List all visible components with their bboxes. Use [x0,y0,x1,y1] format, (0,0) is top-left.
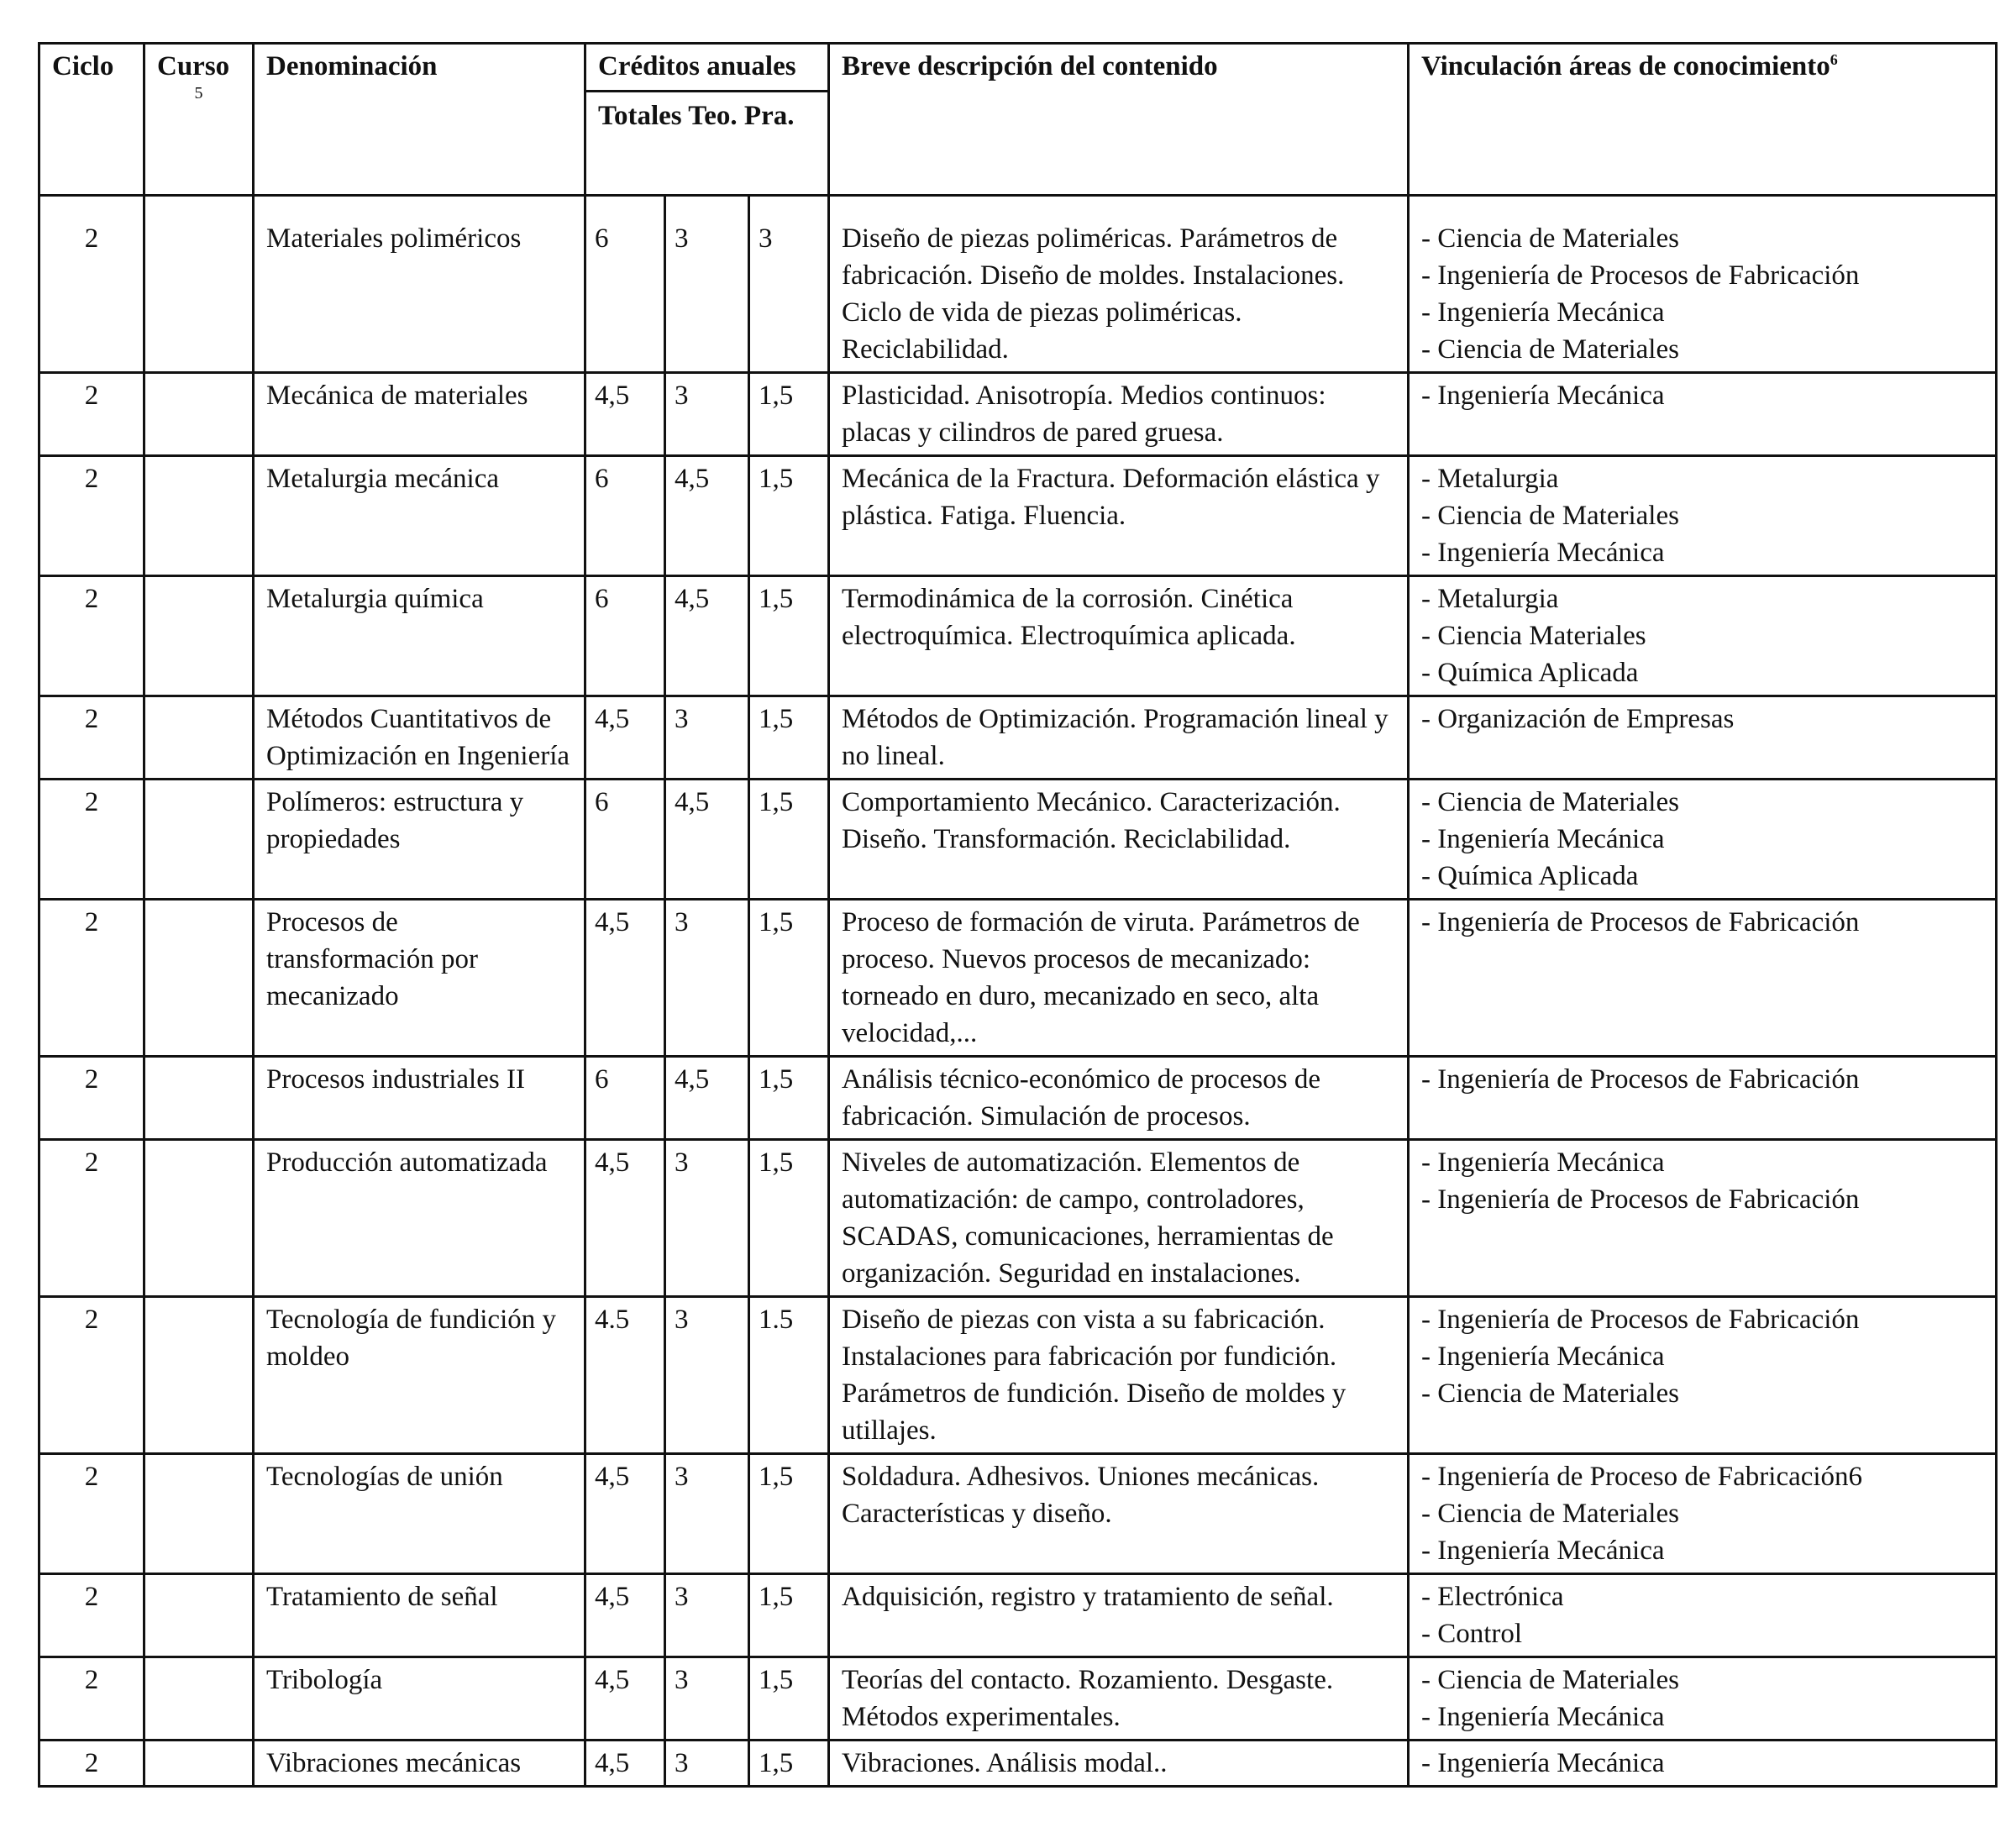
area-item: - Ingeniería Mecánica [1421,381,1665,411]
curso-cell [144,1574,254,1657]
ciclo-cell: 2 [39,1454,144,1574]
curso-cell [144,456,254,576]
creditos-pra-cell: 1,5 [749,1454,829,1574]
creditos-teo-cell: 3 [665,1741,749,1787]
vinculacion-footnote: 6 [1830,51,1838,68]
table-row [39,780,1997,900]
denominacion-cell: Materiales poliméricos [254,196,585,373]
table-row [39,456,1997,576]
table-row [39,1574,1997,1657]
descripcion-cell: Métodos de Optimización. Programación lineal y no lineal. [829,696,1409,780]
curso-cell [144,1297,254,1454]
creditos-totales-cell: 6 [585,1057,665,1140]
creditos-pra-cell: 1,5 [749,900,829,1057]
descripcion-cell: Diseño de piezas poliméricas. Parámetros de fabricación. Diseño de moldes. Instalaciones. Ciclo de vida de piezas poliméricas. Reciclabilidad. [829,196,1409,373]
header-descripcion: Breve descripción del contenido [829,44,1409,196]
vinculacion-cell [1409,900,1997,1057]
curso-cell [144,196,254,373]
area-item: - Ingeniería Mecánica [1421,1342,1665,1372]
curso-cell [144,1657,254,1741]
denominacion-cell: Tecnologías de unión [254,1454,585,1574]
creditos-pra-cell: 1,5 [749,456,829,576]
area-item: - Química Aplicada [1421,861,1639,891]
area-item: - Control [1421,1619,1523,1649]
ciclo-cell: 2 [39,780,144,900]
table-row [39,196,1997,373]
creditos-totales-cell: 4,5 [585,1454,665,1574]
descripcion-cell: Teorías del contacto. Rozamiento. Desgaste. Métodos experimentales. [829,1657,1409,1741]
header-creditos [585,44,829,196]
area-item: - Ingeniería de Procesos de Fabricación [1421,1184,1860,1215]
denominacion-cell: Procesos industriales II [254,1057,585,1140]
curso-cell [144,1454,254,1574]
ciclo-cell: 2 [39,196,144,373]
area-item: - Ingeniería de Procesos de Fabricación [1421,1064,1860,1095]
creditos-totales-cell: 4,5 [585,373,665,456]
creditos-pra-cell: 1.5 [749,1297,829,1454]
area-item: - Química Aplicada [1421,658,1639,688]
descripcion-cell: Plasticidad. Anisotropía. Medios continuos: placas y cilindros de pared gruesa. [829,373,1409,456]
creditos-teo-cell: 3 [665,1657,749,1741]
creditos-teo-cell: 3 [665,1454,749,1574]
ciclo-cell: 2 [39,1657,144,1741]
ciclo-cell: 2 [39,576,144,696]
curso-cell [144,1057,254,1140]
area-item: - Ingeniería Mecánica [1421,824,1665,854]
area-item: - Ingeniería Mecánica [1421,1748,1665,1778]
denominacion-cell: Metalurgia mecánica [254,456,585,576]
descripcion-cell: Termodinámica de la corrosión. Cinética electroquímica. Electroquímica aplicada. [829,576,1409,696]
creditos-pra-cell: 1,5 [749,1574,829,1657]
creditos-teo-cell: 4,5 [665,576,749,696]
creditos-pra-cell: 1,5 [749,696,829,780]
creditos-pra-cell: 1,5 [749,1657,829,1741]
creditos-totales-cell: 4,5 [585,696,665,780]
creditos-totales-cell: 4,5 [585,900,665,1057]
ciclo-cell: 2 [39,1140,144,1297]
creditos-pra-cell: 1,5 [749,373,829,456]
curso-cell [144,576,254,696]
denominacion-cell: Tratamiento de señal [254,1574,585,1657]
descripcion-cell: Niveles de automatización. Elementos de automatización: de campo, controladores, SCADAS, comunicaciones, herramientas de organización. Seguridad en instalaciones. [829,1140,1409,1297]
denominacion-cell: Producción automatizada [254,1140,585,1297]
vinculacion-cell [1409,696,1997,780]
area-item: - Ingeniería de Procesos de Fabricación [1421,1305,1860,1335]
header-ciclo: Ciclo [39,44,144,196]
creditos-pra-cell: 3 [749,196,829,373]
ciclo-cell: 2 [39,456,144,576]
area-item: - Ingeniería de Procesos de Fabricación [1421,907,1860,937]
creditos-teo-cell: 3 [665,696,749,780]
curso-cell [144,900,254,1057]
table-row [39,900,1997,1057]
descripcion-cell: Vibraciones. Análisis modal.. [829,1741,1409,1787]
curso-footnote: 5 [194,84,203,102]
table-row [39,1057,1997,1140]
descripcion-cell: Soldadura. Adhesivos. Uniones mecánicas. Características y diseño. [829,1454,1409,1574]
creditos-teo-cell: 3 [665,1574,749,1657]
ciclo-cell: 2 [39,900,144,1057]
document-page [38,42,1995,1788]
curso-cell [144,1140,254,1297]
area-item: - Organización de Empresas [1421,704,1735,734]
area-item: - Ciencia de Materiales [1421,1665,1679,1695]
area-item: - Ciencia de Materiales [1421,1499,1679,1529]
table-row [39,373,1997,456]
vinculacion-cell [1409,1574,1997,1657]
descripcion-cell: Análisis técnico-económico de procesos de fabricación. Simulación de procesos. [829,1057,1409,1140]
creditos-teo-cell: 3 [665,196,749,373]
creditos-teo-cell: 4,5 [665,780,749,900]
creditos-teo-cell: 3 [665,1297,749,1454]
creditos-teo-cell: 3 [665,900,749,1057]
area-item: - Ingeniería de Proceso de Fabricación6 [1421,1462,1863,1492]
area-item: - Ciencia Materiales [1421,621,1646,651]
denominacion-cell: Tribología [254,1657,585,1741]
vinculacion-cell [1409,373,1997,456]
table-row [39,576,1997,696]
ciclo-cell: 2 [39,1297,144,1454]
vinculacion-cell [1409,1454,1997,1574]
area-item: - Ingeniería Mecánica [1421,1147,1665,1178]
ciclo-cell: 2 [39,1057,144,1140]
vinculacion-cell [1409,456,1997,576]
header-vinculacion: Vinculación áreas de conocimiento$^6$ [1409,44,1997,196]
area-item: - Ciencia de Materiales [1421,223,1679,254]
ciclo-cell: 2 [39,696,144,780]
vinculacion-cell [1409,1057,1997,1140]
table-row [39,1657,1997,1741]
creditos-pra-cell: 1,5 [749,1140,829,1297]
header-creditos-sub: Totales Teo. Pra. [598,101,795,131]
area-item: - Ingeniería Mecánica [1421,1702,1665,1732]
creditos-teo-cell: 4,5 [665,456,749,576]
denominacion-cell: Métodos Cuantitativos de Optimización en Ingeniería [254,696,585,780]
denominacion-cell: Tecnología de fundición y moldeo [254,1297,585,1454]
creditos-totales-cell: 6 [585,576,665,696]
vinculacion-cell [1409,576,1997,696]
creditos-totales-cell: 4,5 [585,1657,665,1741]
curso-cell [144,696,254,780]
area-item: - Ciencia de Materiales [1421,501,1679,531]
denominacion-cell: Procesos de transformación por mecanizado [254,900,585,1057]
ciclo-cell: 2 [39,1741,144,1787]
denominacion-cell: Vibraciones mecánicas [254,1741,585,1787]
area-item: - Ingeniería Mecánica [1421,1536,1665,1566]
vinculacion-cell [1409,196,1997,373]
curso-cell [144,373,254,456]
header-curso: Curso 5 [144,44,254,196]
subjects-table [38,42,1998,1788]
denominacion-cell: Metalurgia química [254,576,585,696]
creditos-totales-cell: 6 [585,456,665,576]
creditos-totales-cell: 4,5 [585,1140,665,1297]
ciclo-cell: 2 [39,1574,144,1657]
creditos-totales-cell: 4.5 [585,1297,665,1454]
table-row [39,1454,1997,1574]
vinculacion-cell [1409,1297,1997,1454]
table-row [39,696,1997,780]
creditos-totales-cell: 4,5 [585,1574,665,1657]
descripcion-cell: Adquisición, registro y tratamiento de señal. [829,1574,1409,1657]
area-item: - Ingeniería Mecánica [1421,538,1665,568]
curso-cell [144,1741,254,1787]
descripcion-cell: Diseño de piezas con vista a su fabricación. Instalaciones para fabricación por fundición. Parámetros de fundición. Diseño de moldes y utillajes. [829,1297,1409,1454]
area-item: - Ciencia de Materiales [1421,1378,1679,1409]
header-row [39,44,1997,196]
creditos-teo-cell: 4,5 [665,1057,749,1140]
creditos-totales-cell: 6 [585,780,665,900]
vinculacion-cell [1409,1140,1997,1297]
creditos-teo-cell: 3 [665,1140,749,1297]
table-row [39,1741,1997,1787]
area-item: - Ingeniería Mecánica [1421,297,1665,328]
table-row [39,1140,1997,1297]
area-item: - Electrónica [1421,1582,1564,1612]
area-item: - Metalurgia [1421,464,1559,494]
vinculacion-cell [1409,1657,1997,1741]
area-item: - Metalurgia [1421,584,1559,614]
area-item: - Ciencia de Materiales [1421,787,1679,817]
header-creditos-title: Créditos anuales [586,48,827,92]
curso-cell [144,780,254,900]
header-denominacion: Denominación [254,44,585,196]
table-row [39,1297,1997,1454]
denominacion-cell: Polímeros: estructura y propiedades [254,780,585,900]
creditos-pra-cell: 1,5 [749,576,829,696]
ciclo-cell: 2 [39,373,144,456]
creditos-pra-cell: 1,5 [749,780,829,900]
creditos-pra-cell: 1,5 [749,1057,829,1140]
area-item: - Ciencia de Materiales [1421,334,1679,365]
table-body [39,196,1997,1787]
creditos-teo-cell: 3 [665,373,749,456]
descripcion-cell: Mecánica de la Fractura. Deformación elástica y plástica. Fatiga. Fluencia. [829,456,1409,576]
descripcion-cell: Comportamiento Mecánico. Caracterización. Diseño. Transformación. Reciclabilidad. [829,780,1409,900]
denominacion-cell: Mecánica de materiales [254,373,585,456]
area-item: - Ingeniería de Procesos de Fabricación [1421,260,1860,291]
vinculacion-cell [1409,780,1997,900]
descripcion-cell: Proceso de formación de viruta. Parámetros de proceso. Nuevos procesos de mecanizado: torneado en duro, mecanizado en seco, alta velocidad,... [829,900,1409,1057]
creditos-totales-cell: 6 [585,196,665,373]
vinculacion-cell [1409,1741,1997,1787]
creditos-totales-cell: 4,5 [585,1741,665,1787]
creditos-pra-cell: 1,5 [749,1741,829,1787]
